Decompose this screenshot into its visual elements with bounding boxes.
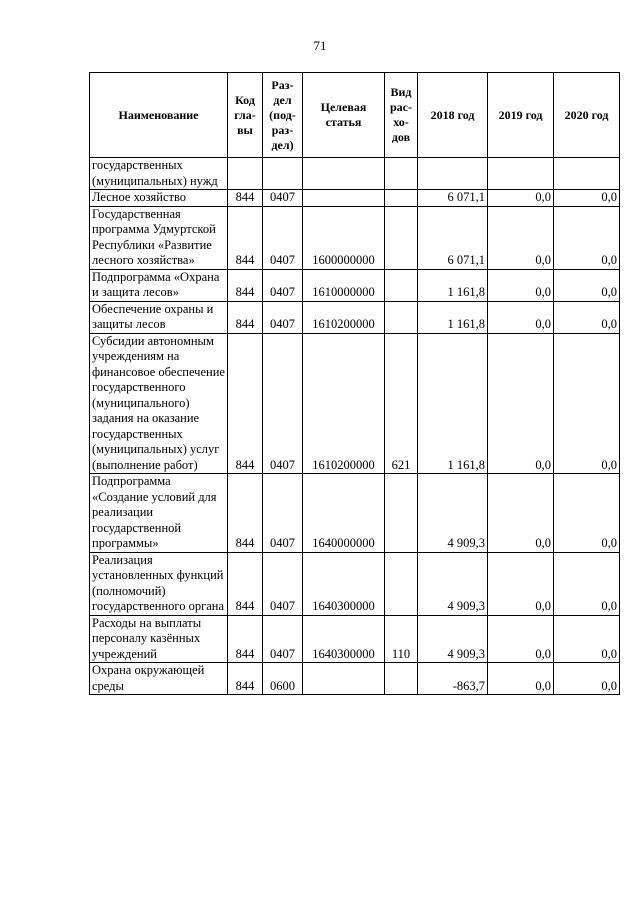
row-2018: 4 909,3 [418,474,488,553]
table-row [90,474,620,553]
row-name: Реализация установленных функций (полномочий) государственного органа [90,552,228,615]
row-2019: 0,0 [488,552,554,615]
row-target [303,190,385,207]
row-2020: 0,0 [554,663,620,695]
row-section: 0407 [263,269,303,301]
row-2019 [488,158,554,190]
row-2018 [418,158,488,190]
row-2018: 4 909,3 [418,552,488,615]
row-2018: 6 071,1 [418,206,488,269]
row-code: 844 [228,474,263,553]
row-target: 1640300000 [303,615,385,663]
row-2019: 0,0 [488,474,554,553]
row-2018: 1 161,8 [418,269,488,301]
row-section: 0407 [263,301,303,333]
table-row [90,190,620,207]
table-row [90,333,620,474]
header-row [90,73,620,158]
row-2020: 0,0 [554,474,620,553]
row-2020: 0,0 [554,615,620,663]
row-2020: 0,0 [554,206,620,269]
table-row [90,206,620,269]
row-name: Государственная программа Удмуртской Республики «Развитие лесного хозяйства» [90,206,228,269]
row-code: 844 [228,552,263,615]
row-target [303,663,385,695]
row-2018: 4 909,3 [418,615,488,663]
row-expense-type [385,190,418,207]
header-section: Раз- дел (под- раз- дел) [263,73,303,158]
row-code: 844 [228,206,263,269]
row-section: 0407 [263,615,303,663]
row-target [303,158,385,190]
row-expense-type: 110 [385,615,418,663]
row-section: 0407 [263,552,303,615]
row-section: 0407 [263,206,303,269]
row-2018: 6 071,1 [418,190,488,207]
row-section [263,158,303,190]
table-row [90,615,620,663]
row-name: государственных (муниципальных) нужд [90,158,228,190]
header-2019: 2019 год [488,73,554,158]
row-target: 1640300000 [303,552,385,615]
table-row [90,301,620,333]
row-expense-type [385,206,418,269]
row-2020: 0,0 [554,333,620,474]
row-2019: 0,0 [488,663,554,695]
row-2019: 0,0 [488,301,554,333]
row-name: Охрана окружающей среды [90,663,228,695]
row-target: 1610000000 [303,269,385,301]
row-expense-type [385,663,418,695]
header-2020: 2020 год [554,73,620,158]
page-number: 71 [313,38,327,53]
row-2019: 0,0 [488,190,554,207]
row-2019: 0,0 [488,333,554,474]
table-row [90,552,620,615]
row-2020: 0,0 [554,269,620,301]
header-expense-type: Вид рас- хо- дов [385,73,418,158]
row-code: 844 [228,333,263,474]
row-2019: 0,0 [488,206,554,269]
row-expense-type: 621 [385,333,418,474]
row-name: Лесное хозяйство [90,190,228,207]
row-section: 0407 [263,474,303,553]
row-name: Подпрограмма «Создание условий для реализации государственной программы» [90,474,228,553]
row-2018: -863,7 [418,663,488,695]
row-2019: 0,0 [488,615,554,663]
budget-table [89,72,620,695]
header-2018: 2018 год [418,73,488,158]
row-section: 0600 [263,663,303,695]
row-code: 844 [228,615,263,663]
row-expense-type [385,474,418,553]
row-code [228,158,263,190]
header-name: Наименование [90,73,228,158]
row-target: 1610200000 [303,301,385,333]
row-section: 0407 [263,333,303,474]
row-code: 844 [228,301,263,333]
row-2020: 0,0 [554,190,620,207]
row-expense-type [385,301,418,333]
row-target: 1640000000 [303,474,385,553]
row-2019: 0,0 [488,269,554,301]
row-2020: 0,0 [554,552,620,615]
row-expense-type [385,158,418,190]
row-target: 1600000000 [303,206,385,269]
row-target: 1610200000 [303,333,385,474]
row-2018: 1 161,8 [418,301,488,333]
row-expense-type [385,269,418,301]
row-section: 0407 [263,190,303,207]
row-name: Расходы на выплаты персоналу казённых учреждений [90,615,228,663]
table-row [90,269,620,301]
row-name: Подпрограмма «Охрана и защита лесов» [90,269,228,301]
row-name: Обеспечение охраны и защиты лесов [90,301,228,333]
table-row [90,158,620,190]
row-code: 844 [228,663,263,695]
row-2018: 1 161,8 [418,333,488,474]
table-row [90,663,620,695]
header-target: Целевая статья [303,73,385,158]
row-2020: 0,0 [554,301,620,333]
row-name: Субсидии автономным учреждениям на финансовое обеспечение государственного (муниципального) задания на оказание государственных (муниципальных) услуг (выполнение работ) [90,333,228,474]
row-2020 [554,158,620,190]
row-code: 844 [228,190,263,207]
row-expense-type [385,552,418,615]
row-code: 844 [228,269,263,301]
header-code: Код гла- вы [228,73,263,158]
